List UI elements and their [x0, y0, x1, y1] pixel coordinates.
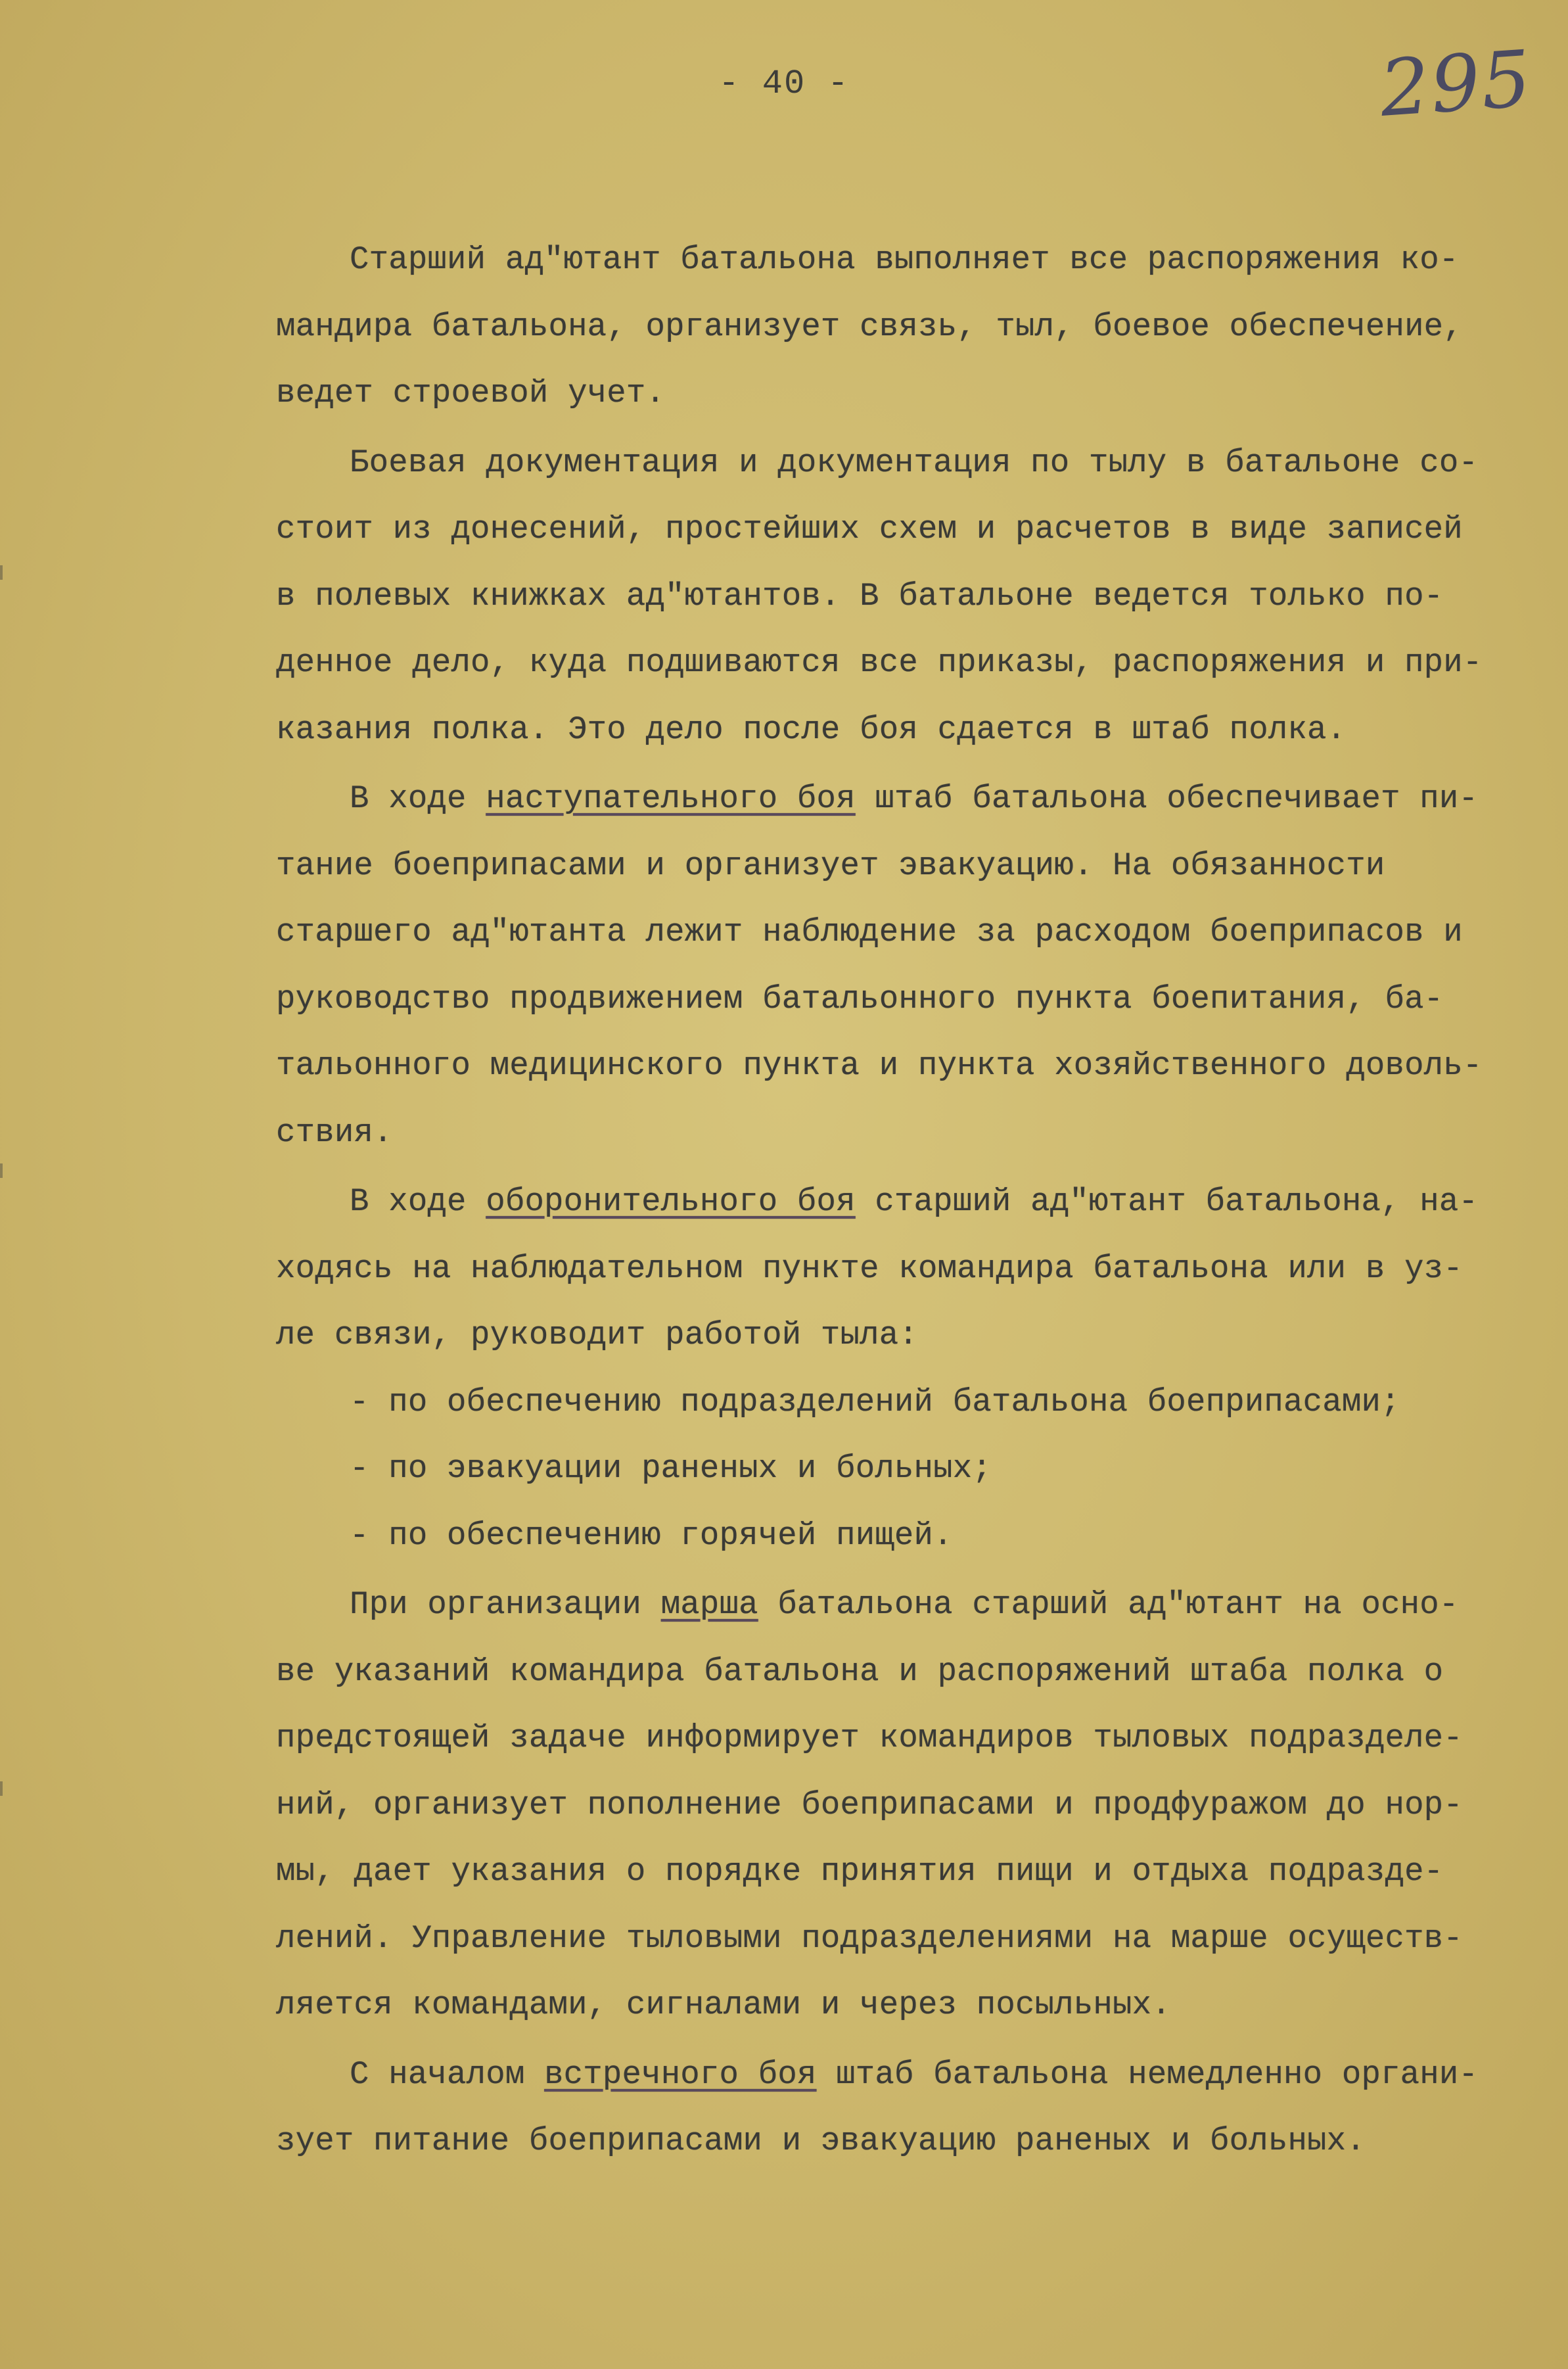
text-line	[276, 2042, 1544, 2109]
text-line	[276, 1839, 1544, 1906]
text-segment: В ходе	[350, 780, 486, 817]
text-segment: тальонного медицинского пункта и пункта хозяйственного доволь-	[276, 1047, 1483, 1084]
text-segment: лений. Управление тыловыми подразделениями на марше осуществ-	[276, 1919, 1463, 1957]
text-line	[276, 630, 1544, 697]
text-line	[276, 1572, 1544, 1639]
text-line	[276, 1236, 1544, 1303]
text-segment: В ходе	[350, 1183, 486, 1220]
page-number: - 40 -	[718, 64, 850, 103]
text-line	[276, 1639, 1544, 1706]
text-line	[276, 294, 1544, 361]
text-segment: ле связи, руководит работой тыла:	[276, 1317, 918, 1353]
text-segment: мандира батальона, организует связь, тыл, боевое обеспечение,	[276, 308, 1463, 345]
text-segment: батальона старший ад"ютант на осно-	[758, 1586, 1459, 1623]
text-line	[276, 1302, 1544, 1369]
text-line	[276, 2108, 1544, 2175]
text-segment: тание боеприпасами и организует эвакуацию. На обязанности	[276, 847, 1385, 884]
text-segment: ствия.	[276, 1114, 393, 1151]
text-line	[276, 697, 1544, 764]
text-segment: Боевая документация и документация по тылу в батальоне со-	[350, 444, 1479, 481]
text-segment: ведет строевой учет.	[276, 375, 666, 411]
text-segment: руководство продвижением батальонного пункта боепитания, ба-	[276, 980, 1444, 1018]
text-line	[276, 1772, 1544, 1839]
list-item	[276, 1436, 1544, 1503]
text-segment: в полевых книжках ад"ютантов. В батальоне ведется только по-	[276, 577, 1444, 615]
text-segment: старший ад"ютант батальона, на-	[855, 1183, 1479, 1220]
text-segment: предстоящей задаче информирует командиров тыловых подразделе-	[276, 1720, 1463, 1756]
text-segment: ве указаний командира батальона и распоряжений штаба полка о	[276, 1653, 1444, 1690]
text-segment: Старший ад"ютант батальона выполняет все распоряжения ко-	[350, 241, 1459, 278]
text-line	[276, 360, 1544, 427]
text-segment: денное дело, куда подшиваются все приказы, распоряжения и при-	[276, 644, 1483, 681]
text-segment: штаб батальона обеспечивает пи-	[855, 780, 1479, 817]
text-segment: ляется командами, сигналами и через посыльных.	[276, 1986, 1171, 2023]
text-segment: ходясь на наблюдательном пункте командира батальона или в уз-	[276, 1250, 1463, 1287]
list-item	[276, 1369, 1544, 1436]
text-line	[276, 1033, 1544, 1100]
underlined-phrase: оборонительного боя	[486, 1183, 856, 1220]
margin-mark	[0, 1163, 12, 1178]
text-line	[276, 496, 1544, 563]
text-segment: ний, организует пополнение боеприпасами и продфуражом до нор-	[276, 1786, 1463, 1823]
text-line	[276, 1972, 1544, 2039]
margin-mark	[0, 565, 12, 580]
document-body	[276, 227, 1544, 2175]
text-segment: - по эвакуации раненых и больных;	[350, 1450, 992, 1487]
text-line	[276, 966, 1544, 1033]
text-line	[276, 899, 1544, 966]
text-line	[276, 766, 1544, 833]
text-segment: мы, дает указания о порядке принятия пищи и отдыха подразде-	[276, 1853, 1444, 1890]
text-segment: старшего ад"ютанта лежит наблюдение за расходом боеприпасов и	[276, 914, 1463, 950]
text-segment: зует питание боеприпасами и эвакуацию раненых и больных.	[276, 2123, 1366, 2159]
text-segment: - по обеспечению горячей пищей.	[350, 1516, 953, 1554]
underlined-phrase: наступательного боя	[486, 780, 856, 817]
text-line	[276, 430, 1544, 497]
archive-folio-number: 295	[1377, 33, 1535, 134]
text-segment: При организации	[350, 1586, 661, 1623]
text-segment: казания полка. Это дело после боя сдается в штаб полка.	[276, 711, 1347, 748]
text-line	[276, 1705, 1544, 1772]
text-line	[276, 1169, 1544, 1236]
text-segment: - по обеспечению подразделений батальона боеприпасами;	[350, 1383, 1400, 1420]
text-segment: стоит из донесений, простейших схем и расчетов в виде записей	[276, 511, 1463, 548]
text-line	[276, 1906, 1544, 1973]
text-line	[276, 1100, 1544, 1167]
margin-mark	[0, 1781, 12, 1796]
underlined-phrase: марша	[660, 1586, 758, 1623]
text-line	[276, 563, 1544, 630]
text-segment: С началом	[350, 2055, 545, 2093]
text-segment: штаб батальона немедленно органи-	[816, 2055, 1479, 2093]
list-item	[276, 1503, 1544, 1570]
text-line	[276, 227, 1544, 294]
text-line	[276, 833, 1544, 900]
underlined-phrase: встречного боя	[544, 2055, 817, 2093]
